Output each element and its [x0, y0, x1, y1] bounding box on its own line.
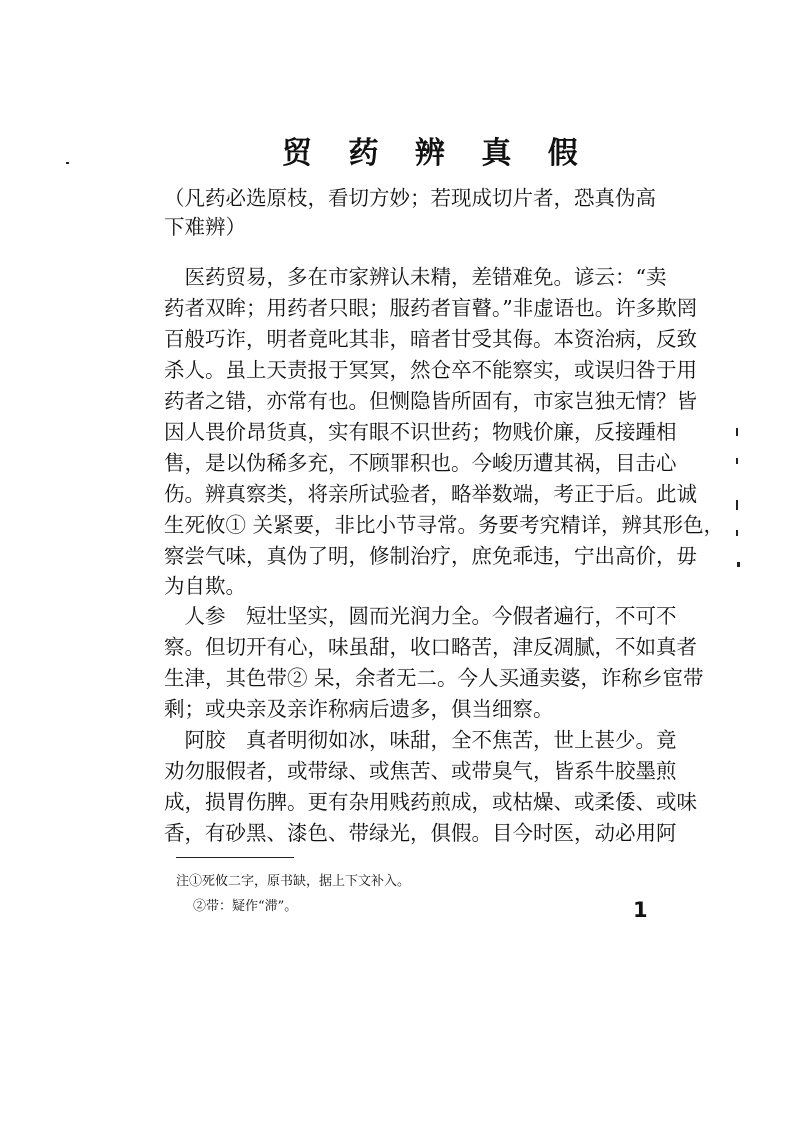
body-line: 察尝气味，真伪了明，修制治疗，庶免乖违，宁出高价，毋 — [164, 544, 697, 568]
scan-speck — [737, 562, 740, 567]
subtitle-line: （凡药必选原枝，看切方妙；若现成切片者，恐真伪高 — [164, 186, 656, 210]
footnote-rule — [176, 857, 294, 858]
body-line: 杀人。虽上天责报于冥冥，然仓卒不能察实，或误归咎于用 — [164, 358, 697, 382]
body-line: 阿胶 真者明彻如冰，味甜，全不焦苦，世上甚少。竟 — [164, 728, 677, 752]
body-line: 百般巧诈，明者竟叱其非，暗者甘受其侮。本资治病，反致 — [164, 327, 697, 351]
body-line: 因人畏价昂货真，实有眼不识世药；物贱价廉，反接踵相 — [164, 420, 677, 444]
body-line: 伤。辨真察类，将亲所试验者，略举数端，考正于后。此诚 — [164, 482, 697, 506]
footnote-2: ②带：疑作“滞”。 — [193, 899, 298, 914]
body-line: 生津，其色带② 呆，余者无二。今人买通卖婆，诈称乡宦带 — [164, 666, 704, 690]
body-line: 生死攸① 关紧要，非比小节寻常。务要考究精详，辨其形色， — [164, 513, 725, 537]
scan-speck — [736, 458, 738, 464]
footnote-1: 注①死攸二字，原书缺，据上下文补入。 — [176, 874, 411, 889]
body-line: 医药贸易，多在市家辨认未精，差错难免。谚云：“卖 — [164, 265, 667, 289]
scan-speck — [66, 162, 69, 164]
body-line: 成，损胃伤脾。更有杂用贱药煎成，或枯燥、或柔倭、或味 — [164, 790, 697, 814]
body-line: 香，有砂黑、漆色、带绿光，俱假。目今时医，动必用阿 — [164, 821, 677, 845]
scan-speck — [736, 530, 738, 536]
scan-speck — [736, 500, 738, 510]
scan-speck — [736, 428, 738, 436]
body-line: 药者之错，亦常有也。但恻隐皆所固有，市家岂独无情？皆 — [164, 389, 697, 413]
subtitle-line: 下难辨） — [164, 215, 246, 239]
body-line: 药者双眸；用药者只眼；服药者盲瞽。”非虚语也。许多欺罔 — [164, 296, 698, 320]
page-number: 1 — [633, 898, 648, 922]
body-line: 劝勿服假者，或带绿、或焦苦、或带臭气，皆系牛胶墨煎 — [164, 759, 677, 783]
body-line: 剩；或央亲及亲诈称病后遗多，俱当细察。 — [164, 697, 554, 721]
body-line: 为自欺。 — [164, 574, 246, 598]
body-line: 人参 短壮坚实，圆而光润力全。今假者遍行，不可不 — [164, 604, 677, 628]
body-line: 售，是以伪稀多充，不顾罪积也。今峻历遭其祸，目击心 — [164, 451, 677, 475]
body-line: 察。但切开有心，味虽甜，收口略苦，津反凋腻，不如真者 — [164, 635, 697, 659]
page-title: 贸 药 辨 真 假 — [282, 136, 591, 171]
